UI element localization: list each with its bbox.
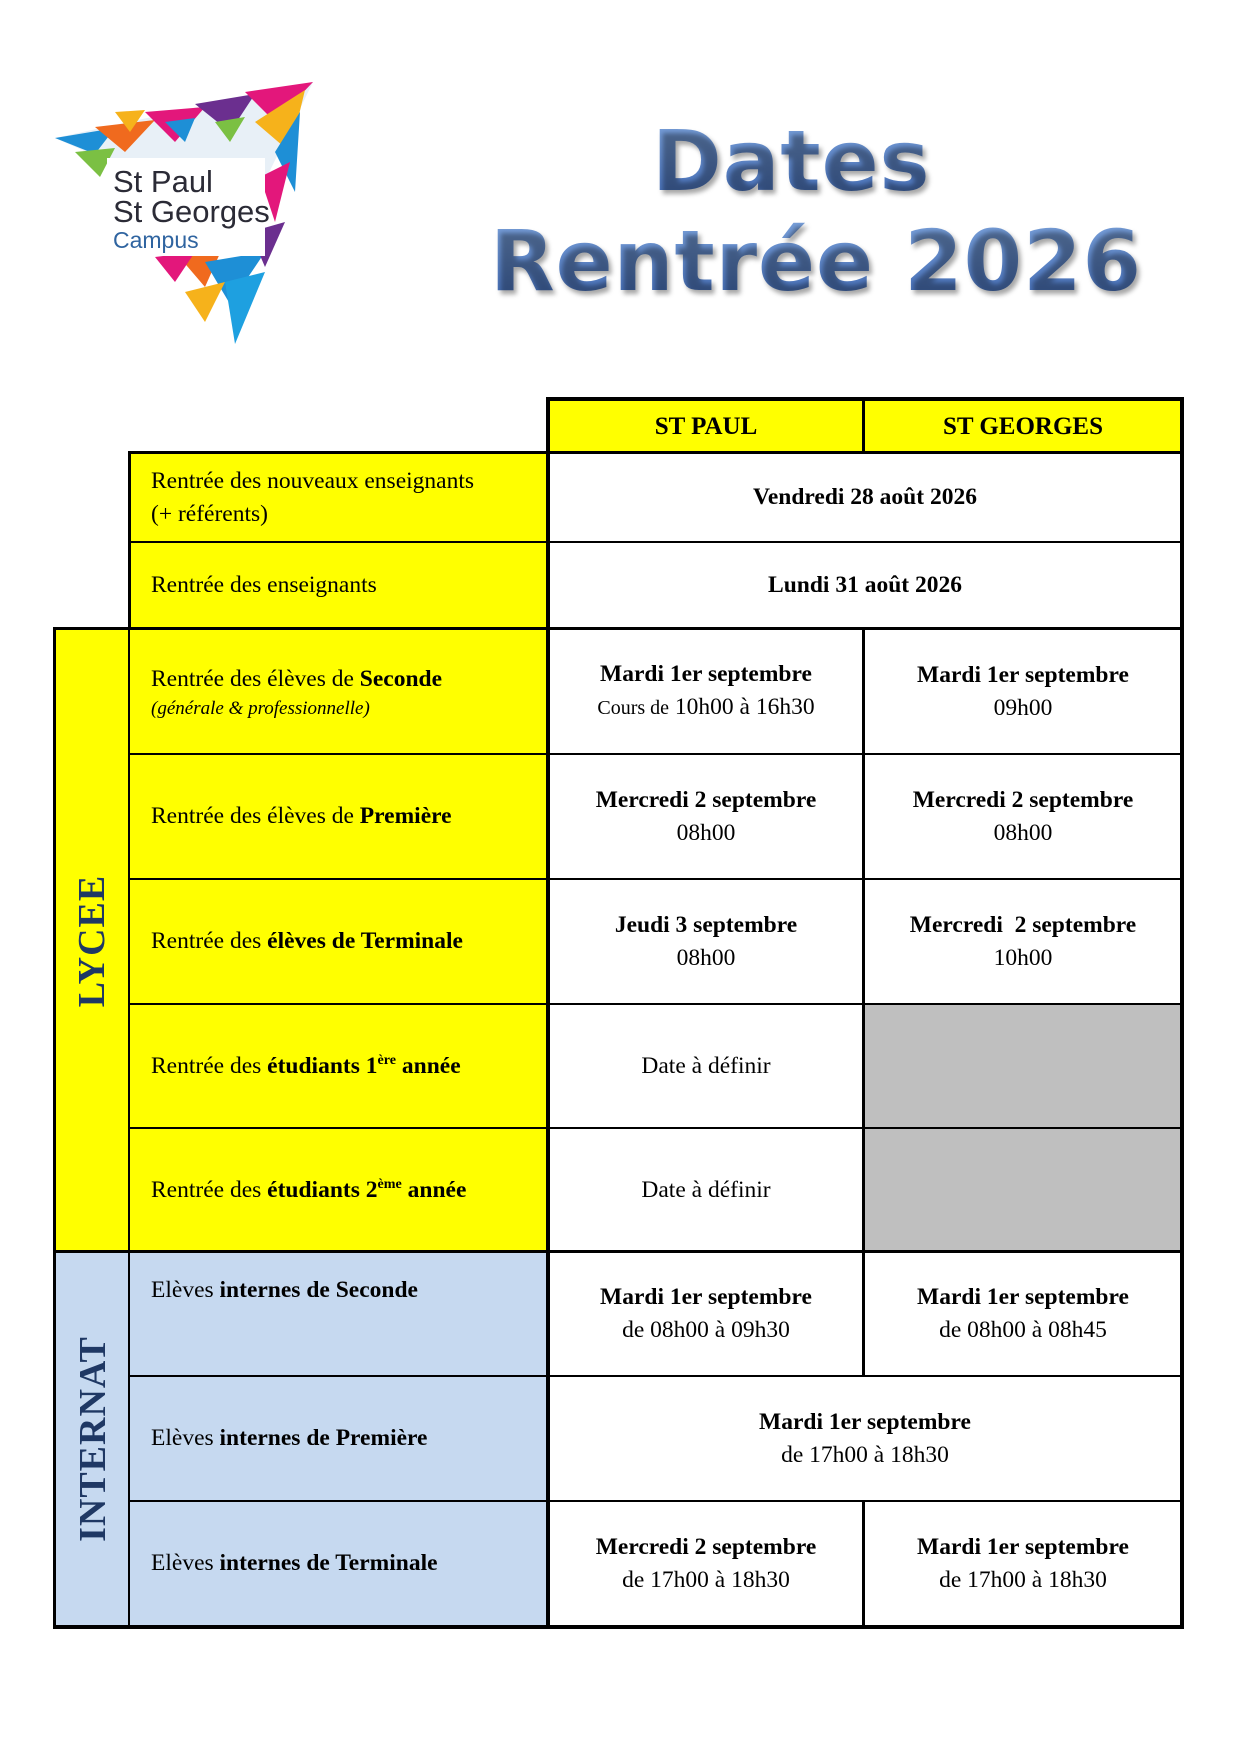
label-text bbox=[151, 800, 548, 833]
table-border bbox=[130, 1003, 1182, 1005]
time-text: de 08h00 à 08h45 bbox=[939, 1317, 1107, 1343]
date-text: Mardi 1er septembre bbox=[600, 1284, 812, 1310]
time-text: 08h00 bbox=[676, 819, 736, 846]
label-text bbox=[151, 1274, 548, 1307]
label-text: Rentrée des enseignants bbox=[151, 572, 377, 598]
page-title-line1: Dates bbox=[652, 112, 931, 210]
label-bold: étudiants 1 bbox=[267, 1052, 378, 1079]
label-pre: Elèves bbox=[151, 1550, 220, 1576]
label-pre: Rentrée des bbox=[151, 1176, 268, 1203]
date-text: Mardi 1er septembre bbox=[917, 1284, 1129, 1310]
table-border bbox=[1180, 397, 1184, 1629]
header-st-paul: ST PAUL bbox=[548, 400, 864, 453]
date-text: Mercredi 2 septembre bbox=[909, 911, 1137, 938]
page-title-line2: Rentrée 2026 bbox=[490, 212, 1143, 310]
label-text bbox=[151, 925, 548, 958]
label-text bbox=[151, 1050, 548, 1083]
date-text: Lundi 31 août 2026 bbox=[768, 572, 962, 598]
label-sup: ère bbox=[377, 1051, 397, 1068]
table-border bbox=[53, 627, 56, 1629]
row-label-internes-seconde bbox=[130, 1252, 548, 1376]
row-label-enseignants bbox=[130, 542, 548, 629]
date-text: Jeudi 3 septembre bbox=[614, 911, 798, 938]
table-border bbox=[862, 629, 865, 1252]
section-text: INTERNAT bbox=[71, 1336, 114, 1542]
table-border bbox=[130, 753, 1182, 755]
label-pre: Rentrée des élèves de bbox=[151, 665, 360, 692]
date-text: Mardi 1er septembre bbox=[917, 661, 1129, 688]
row-label-internes-terminale bbox=[130, 1501, 548, 1626]
table-border bbox=[862, 1501, 865, 1627]
value-internes-seconde-st-georges bbox=[864, 1252, 1182, 1376]
date-text: Vendredi 28 août 2026 bbox=[753, 484, 977, 510]
table-border bbox=[130, 1127, 1182, 1129]
date-text: Date à définir bbox=[641, 1176, 771, 1203]
table-border bbox=[130, 878, 1182, 880]
value-nouveaux-enseignants bbox=[548, 453, 1182, 542]
date-text: Mercredi 2 septembre bbox=[595, 786, 817, 813]
logo-name-line1: St Paul bbox=[113, 164, 213, 199]
value-terminale-st-georges bbox=[864, 879, 1182, 1004]
label-text bbox=[151, 663, 548, 696]
label-bold: internes de Première bbox=[219, 1425, 428, 1451]
value-enseignants bbox=[548, 542, 1182, 629]
empty-cell-etudiants-1-st-georges bbox=[864, 1004, 1182, 1128]
table-border bbox=[130, 451, 1184, 454]
date-text: Mardi 1er septembre bbox=[759, 1408, 971, 1435]
label-bold: Seconde bbox=[359, 665, 443, 692]
value-seconde-st-paul bbox=[548, 629, 864, 754]
row-label-etudiants-1 bbox=[130, 1004, 548, 1128]
date-text: Mardi 1er septembre bbox=[600, 661, 812, 687]
value-etudiants-2-st-paul bbox=[548, 1128, 864, 1252]
label-bold: Première bbox=[359, 803, 452, 829]
label-pre: Rentrée des bbox=[151, 928, 268, 954]
value-internes-terminale-st-paul bbox=[548, 1501, 864, 1626]
table-border bbox=[862, 1252, 865, 1376]
label-text bbox=[151, 1422, 548, 1455]
label-bold2: année bbox=[401, 1176, 467, 1203]
value-internes-premiere bbox=[548, 1376, 1182, 1501]
label-bold2: année bbox=[396, 1052, 461, 1079]
row-label-terminale bbox=[130, 879, 548, 1004]
row-label-internes-premiere bbox=[130, 1376, 548, 1501]
label-sup: ème bbox=[377, 1175, 402, 1192]
label-text-line2: (+ référents) bbox=[151, 500, 268, 527]
time-text: 09h00 bbox=[993, 694, 1053, 721]
time-text: 10h00 bbox=[993, 944, 1053, 971]
value-seconde-st-georges bbox=[864, 629, 1182, 754]
table-border bbox=[128, 451, 131, 629]
label-pre: Rentrée des bbox=[151, 1052, 268, 1079]
value-etudiants-1-st-paul bbox=[548, 1004, 864, 1128]
label-bold: internes de Terminale bbox=[219, 1550, 438, 1576]
label-bold: étudiants 2 bbox=[267, 1176, 378, 1203]
label-sub: (générale & professionnelle) bbox=[151, 697, 370, 719]
label-bold: internes de Seconde bbox=[219, 1277, 418, 1303]
label-pre: Elèves bbox=[151, 1277, 220, 1303]
label-text: Rentrée des nouveaux enseignants bbox=[151, 467, 475, 494]
logo-name-line2: St Georges bbox=[113, 194, 270, 229]
date-text: Mercredi 2 septembre bbox=[912, 786, 1134, 813]
header-st-georges: ST GEORGES bbox=[864, 400, 1182, 453]
label-text bbox=[151, 1547, 548, 1580]
value-terminale-st-paul bbox=[548, 879, 864, 1004]
value-premiere-st-paul bbox=[548, 754, 864, 879]
time-text: 08h00 bbox=[993, 819, 1053, 846]
row-label-seconde bbox=[130, 629, 548, 754]
date-text: Date à définir bbox=[641, 1052, 771, 1079]
table-border bbox=[53, 627, 1184, 630]
value-internes-terminale-st-georges bbox=[864, 1501, 1182, 1626]
section-label-lycee bbox=[55, 629, 130, 1252]
row-label-premiere bbox=[130, 754, 548, 879]
label-pre: Elèves bbox=[151, 1425, 220, 1451]
time-text: de 17h00 à 18h30 bbox=[781, 1441, 949, 1468]
table-border bbox=[53, 1250, 1184, 1253]
table-border bbox=[862, 397, 865, 453]
section-label-internat bbox=[55, 1252, 130, 1626]
time-prefix: Cours de bbox=[597, 697, 670, 719]
label-pre: Rentrée des élèves de bbox=[151, 803, 360, 829]
value-premiere-st-georges bbox=[864, 754, 1182, 879]
time-text: 08h00 bbox=[676, 944, 736, 971]
time-text bbox=[597, 691, 814, 725]
label-text bbox=[151, 1174, 548, 1207]
row-label-nouveaux-enseignants bbox=[130, 453, 548, 542]
table-border bbox=[130, 1500, 1182, 1502]
time-text: de 08h00 à 09h30 bbox=[622, 1317, 790, 1343]
time-text: de 17h00 à 18h30 bbox=[939, 1566, 1107, 1593]
date-text: Mercredi 2 septembre bbox=[595, 1533, 817, 1560]
logo-name-line3: Campus bbox=[113, 227, 199, 253]
empty-cell-etudiants-2-st-georges bbox=[864, 1128, 1182, 1252]
table-border bbox=[546, 397, 550, 1629]
time-value: 10h00 à 16h30 bbox=[674, 694, 815, 720]
label-bold: élèves de Terminale bbox=[267, 928, 463, 954]
value-internes-seconde-st-paul bbox=[548, 1252, 864, 1376]
row-label-etudiants-2 bbox=[130, 1128, 548, 1252]
table-border bbox=[546, 397, 1184, 401]
campus-logo bbox=[55, 82, 355, 344]
time-text: de 17h00 à 18h30 bbox=[622, 1566, 790, 1593]
date-text: Mardi 1er septembre bbox=[917, 1533, 1129, 1560]
table-border bbox=[130, 541, 1182, 543]
section-text: LYCEE bbox=[71, 874, 114, 1007]
table-border bbox=[130, 1375, 1182, 1377]
table-border bbox=[53, 1625, 1184, 1629]
